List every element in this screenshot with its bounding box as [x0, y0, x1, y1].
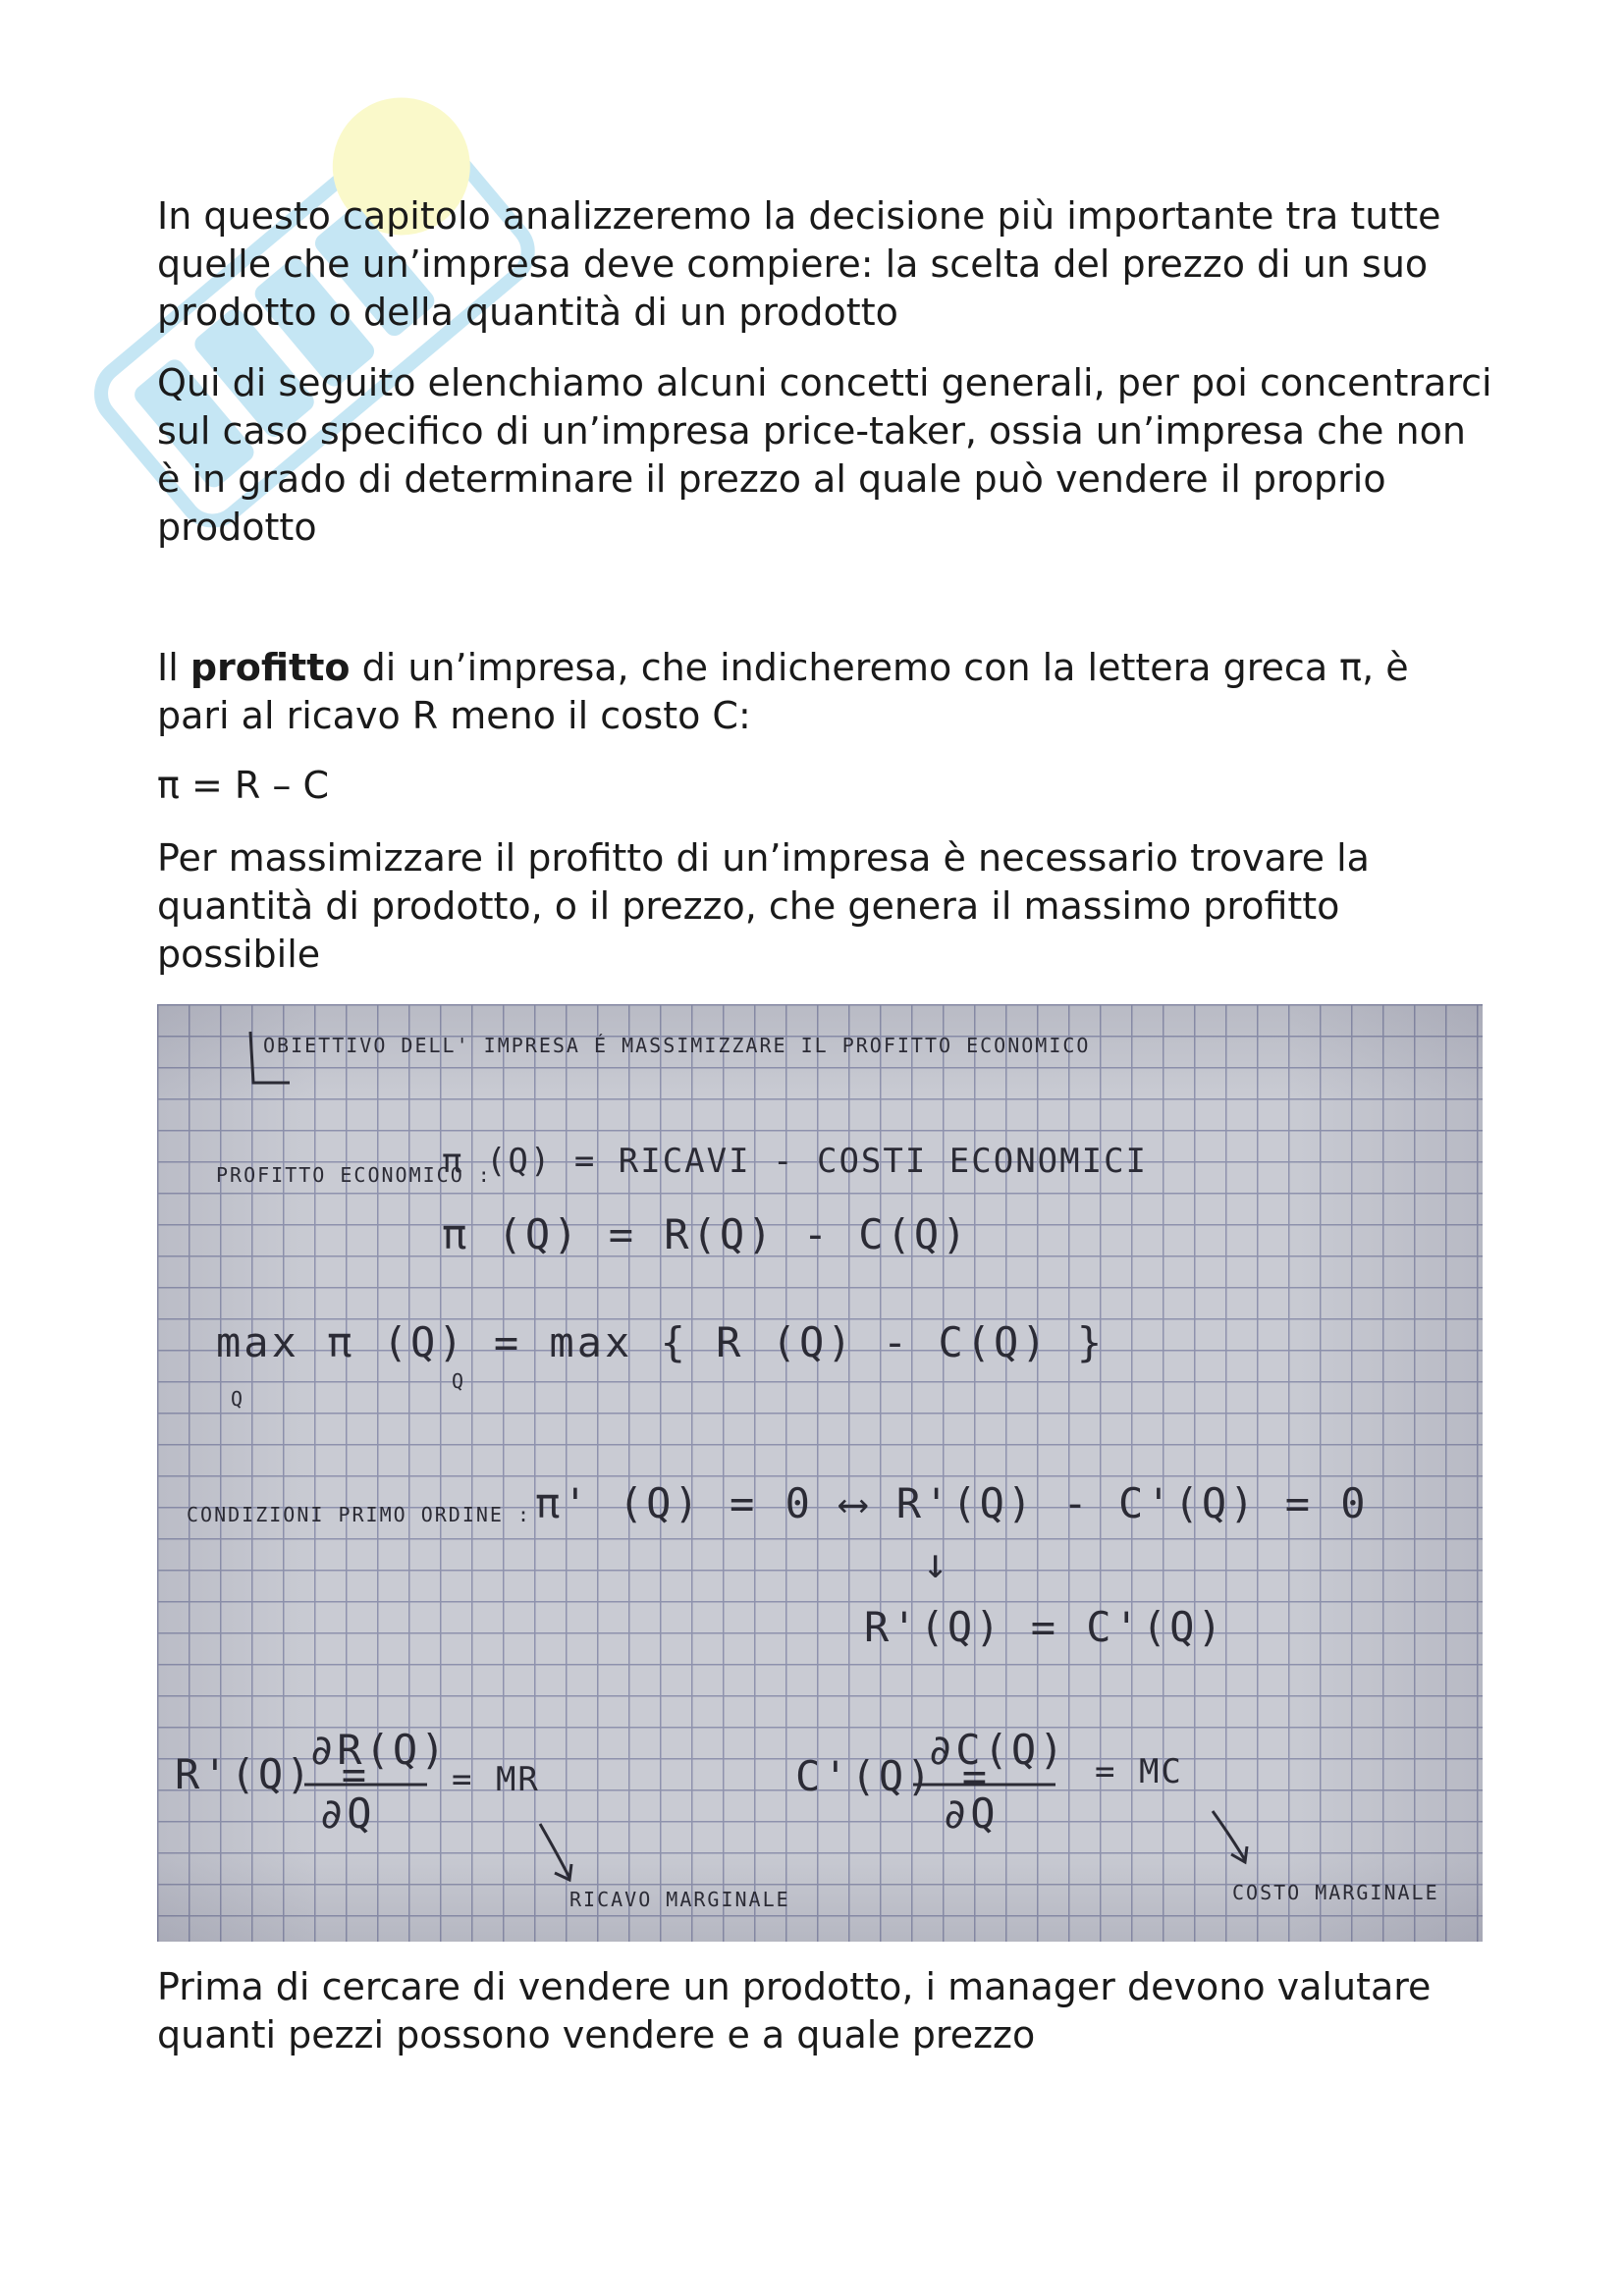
- mc-rhs-note: = MC: [1095, 1752, 1183, 1791]
- managers-paragraph: Prima di cercare di vendere un prodotto, i manager devono valutare quanti pezzi possono vendere e a quale prezzo: [157, 1965, 1432, 2056]
- profit-bold-term: profitto: [189, 646, 351, 689]
- profit-definition-note: π (Q) = RICAVI - COSTI ECONOMICI: [442, 1142, 1149, 1181]
- profit-label-note: PROFITTO ECONOMICO :: [216, 1163, 492, 1187]
- mr-numerator-note: ∂R(Q): [309, 1726, 449, 1774]
- profit-def-text-2: di un’impresa, che indicheremo con la lettera greca π, è pari al ricavo R meno il costo C:: [157, 646, 1409, 737]
- mr-denominator-note: ∂Q: [319, 1789, 375, 1838]
- max-profit-note: max π (Q) = max { R (Q) - C(Q) }: [216, 1318, 1106, 1366]
- profit-def-text-1: Il: [157, 646, 190, 689]
- foc-label-note: CONDIZIONI PRIMO ORDINE :: [187, 1503, 532, 1526]
- mc-denominator-note: ∂Q: [943, 1789, 999, 1838]
- intro-paragraph: In questo capitolo analizzeremo la decisione più importante tra tutte quelle che un’impresa deve compiere: la scelta del prezzo di un suo prodotto o della quantità di un prodotto: [157, 194, 1441, 334]
- profit-formula: π = R – C: [157, 764, 329, 807]
- mc-caption-note: COSTO MARGINALE: [1232, 1881, 1439, 1904]
- foc-result-note: R'(Q) = C'(Q): [864, 1603, 1225, 1651]
- foc-arrow: ↓: [923, 1539, 951, 1587]
- maximize-paragraph: Per massimizzare il profitto di un’impresa è necessario trovare la quantità di prodotto, o il prezzo, che genera il massimo profitto possibile: [157, 836, 1370, 976]
- profit-definition-paragraph: [157, 644, 1492, 740]
- mc-lhs-note: C'(Q) =: [795, 1752, 991, 1800]
- foc-equation-note: π' (Q) = 0 ⟷ R'(Q) - C'(Q) = 0: [535, 1479, 1369, 1527]
- max-subscript-right: Q: [452, 1369, 466, 1393]
- objective-note: OBIETTIVO DELL' IMPRESA É MASSIMIZZARE IL PROFITTO ECONOMICO: [263, 1034, 1091, 1057]
- handwritten-notes-photo: [157, 1004, 1483, 1942]
- profit-function-note: π (Q) = R(Q) - C(Q): [442, 1210, 970, 1258]
- mr-lhs-note: R'(Q) =: [175, 1750, 370, 1798]
- mc-numerator-note: ∂C(Q): [928, 1726, 1067, 1774]
- mr-caption-note: RICAVO MARGINALE: [569, 1888, 790, 1911]
- mr-rhs-note: = MR: [452, 1760, 540, 1799]
- max-subscript-left: Q: [231, 1387, 245, 1411]
- concepts-paragraph: Qui di seguito elenchiamo alcuni concetti generali, per poi concentrarci sul caso specifico di un’impresa price-taker, ossia un’impresa che non è in grado di determinare il prezzo al quale può vendere il proprio prodotto: [157, 361, 1492, 549]
